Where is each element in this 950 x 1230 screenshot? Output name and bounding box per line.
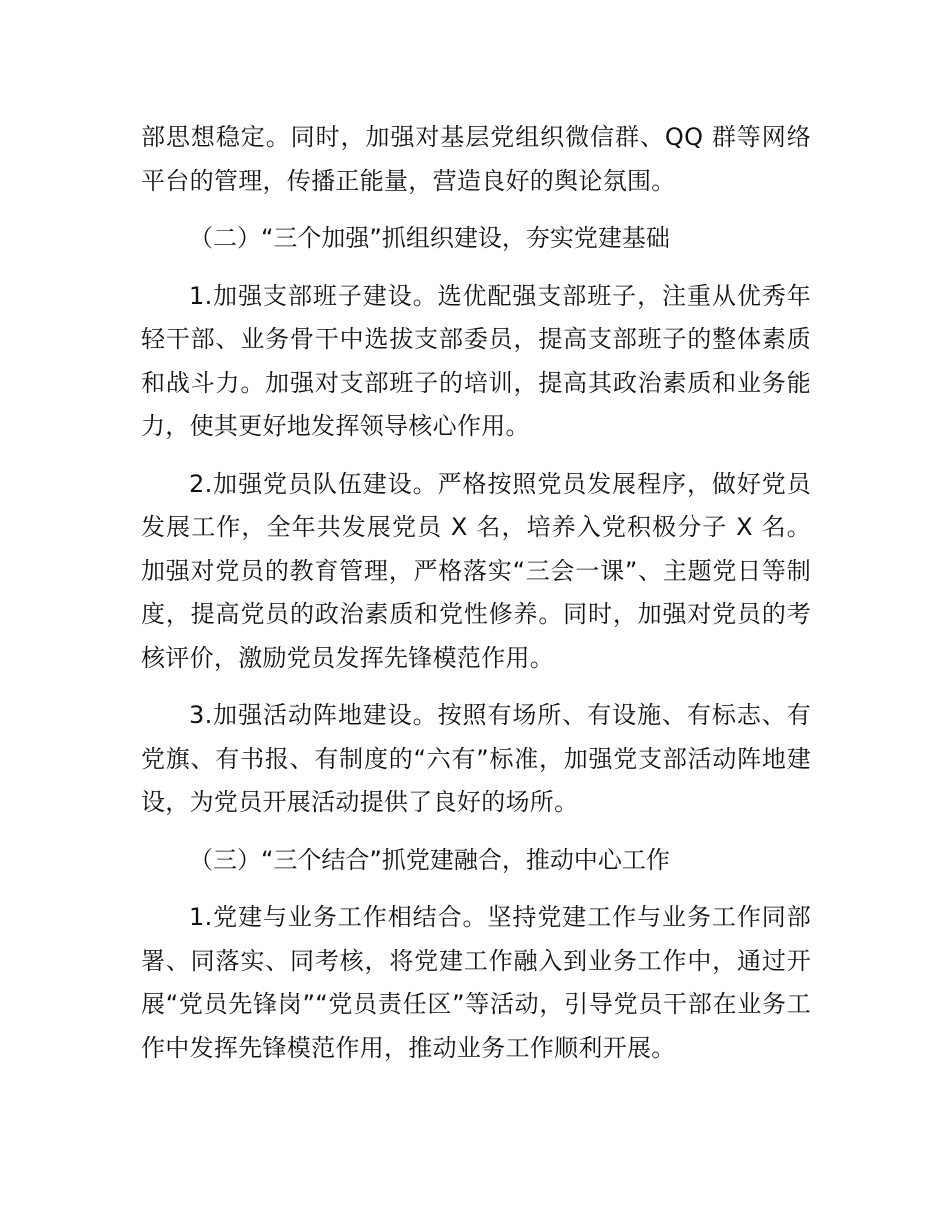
spacer [141, 203, 811, 217]
paragraph-member-team: 2.加强党员队伍建设。严格按照党员发展程序，做好党员发展工作，全年共发展党员 X 名，培养入党积极分子 X 名。加强对党员的教育管理，严格落实“三会一课”、主题党日等制度，提高党员的政治素质和党性修养。同时，加强对党员的考核评价，激励党员发挥先锋模范作用。 [141, 469, 811, 672]
section-heading-three: （三）“三个结合”抓党建融合，推动中心工作 [189, 845, 670, 874]
spacer [141, 882, 811, 896]
document-page [141, 116, 811, 1070]
paragraph-party-business: 1.党建与业务工作相结合。坚持党建工作与业务工作同部署、同落实、同考核，将党建工作融入到业务工作中，通过开展“党员先锋岗”“党员责任区”等活动，引导党员干部在业务工作中发挥先锋模范作用，推动业务工作顺利开展。 [141, 903, 811, 1062]
spacer [141, 825, 811, 839]
paragraph-activity-venue: 3.加强活动阵地建设。按照有场所、有设施、有标志、有党旗、有书报、有制度的“六有”标准，加强党支部活动阵地建设，为党员开展活动提供了良好的场所。 [141, 701, 811, 816]
spacer [141, 261, 811, 275]
spacer [141, 449, 811, 463]
paragraph-branch-team: 1.加强支部班子建设。选优配强支部班子，注重从优秀年轻干部、业务骨干中选拔支部委员，提高支部班子的整体素质和战斗力。加强对支部班子的培训，提高其政治素质和业务能力，使其更好地发挥领导核心作用。 [141, 281, 811, 440]
section-heading-two: （二）“三个加强”抓组织建设，夯实党建基础 [189, 224, 670, 252]
spacer [141, 680, 811, 694]
paragraph-continuation: 部思想稳定。同时，加强对基层党组织微信群、QQ 群等网络平台的管理，传播正能量，营造良好的舆论氛围。 [141, 123, 811, 195]
